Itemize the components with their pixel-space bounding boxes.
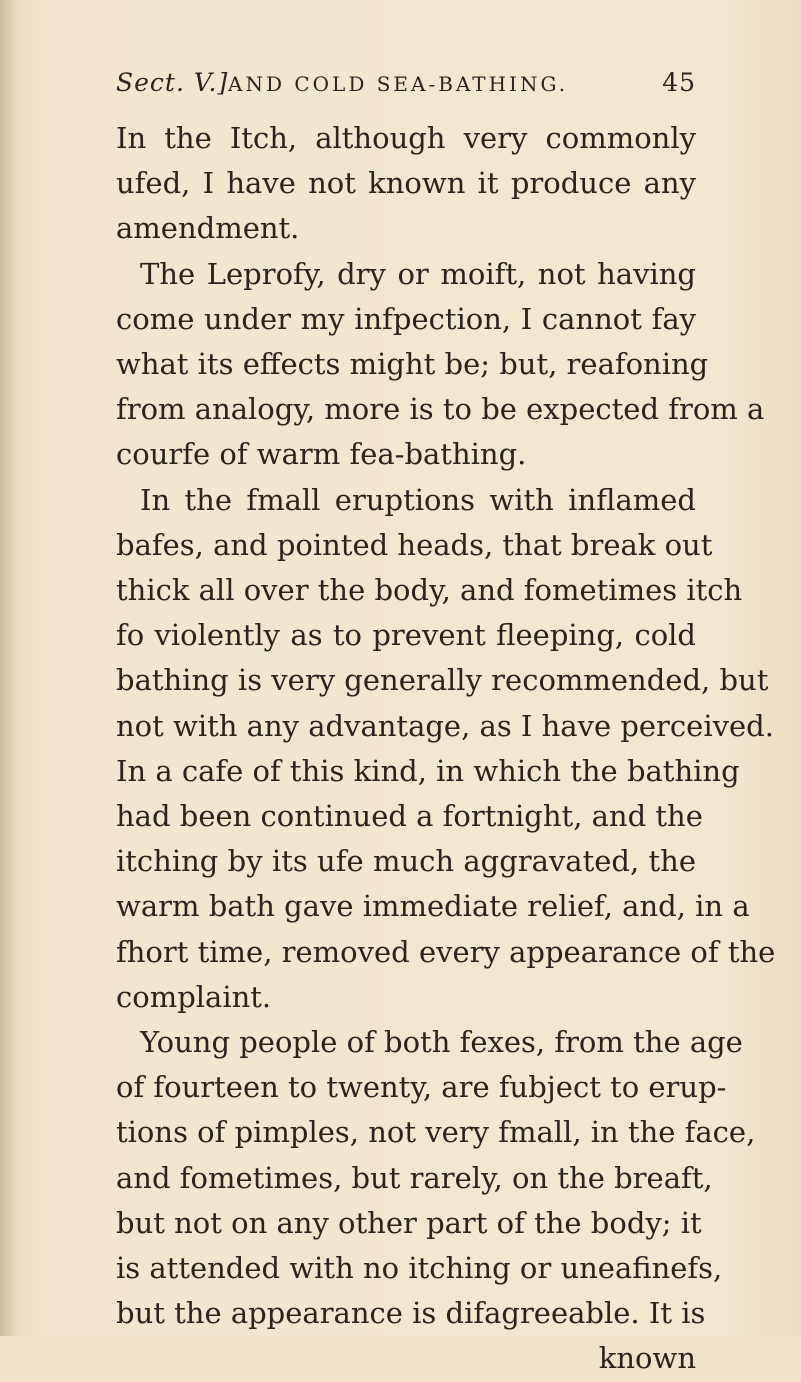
text-line: tions of pimples, not very fmall, in the face,: [116, 1115, 756, 1150]
text-line: bathing is very generally recommended, but: [116, 663, 769, 698]
text-line: thick all over the body, and fometimes itch: [116, 573, 743, 608]
text-line: from analogy, more is to be expected from a: [116, 392, 765, 427]
text-line: courfe of warm fea-bathing.: [116, 437, 527, 472]
text-line: what its effects might be; but, reafoning: [116, 347, 709, 382]
text-line: fhort time, removed every appearance of the: [116, 934, 776, 969]
body-text: [116, 116, 776, 1382]
text-line: In the fmall eruptions with inflamed: [140, 482, 696, 517]
text-line: Young people of both fexes, from the age: [140, 1025, 743, 1060]
page-number: 45: [662, 68, 696, 97]
text-line: but the appearance is difagreeable. It is: [116, 1296, 706, 1331]
text-line: not with any advantage, as I have perceived.: [116, 708, 774, 743]
page-gutter-shadow: [0, 0, 18, 1336]
text-line: itching by its ufe much aggravated, the: [116, 844, 696, 879]
catchword: known: [598, 1341, 696, 1376]
text-line: and fometimes, but rarely, on the breaft,: [116, 1160, 713, 1195]
text-line: had been continued a fortnight, and the: [116, 799, 703, 834]
text-line: warm bath gave immediate relief, and, in a: [116, 889, 750, 924]
text-line: The Leprofy, dry or moift, not having: [140, 256, 696, 291]
text-line: In a cafe of this kind, in which the bathing: [116, 753, 740, 788]
text-line: of fourteen to twenty, are fubject to erup-: [116, 1070, 727, 1105]
text-line: but not on any other part of the body; it: [116, 1205, 702, 1240]
text-line: is attended with no itching or uneafinefs,: [116, 1251, 723, 1286]
text-line: bafes, and pointed heads, that break out: [116, 527, 713, 562]
running-header: [116, 68, 696, 108]
text-line: ufed, I have not known it produce any: [116, 166, 696, 201]
text-line: complaint.: [116, 979, 272, 1014]
text-line: fo violently as to prevent fleeping, cold: [116, 618, 696, 653]
text-line: come under my infpection, I cannot fay: [116, 301, 696, 336]
text-line: amendment.: [116, 211, 300, 246]
text-line: In the Itch, although very commonly: [116, 121, 696, 155]
section-label: Sect. V.]: [116, 68, 229, 97]
running-title: AND COLD SEA-BATHING.: [228, 72, 569, 96]
